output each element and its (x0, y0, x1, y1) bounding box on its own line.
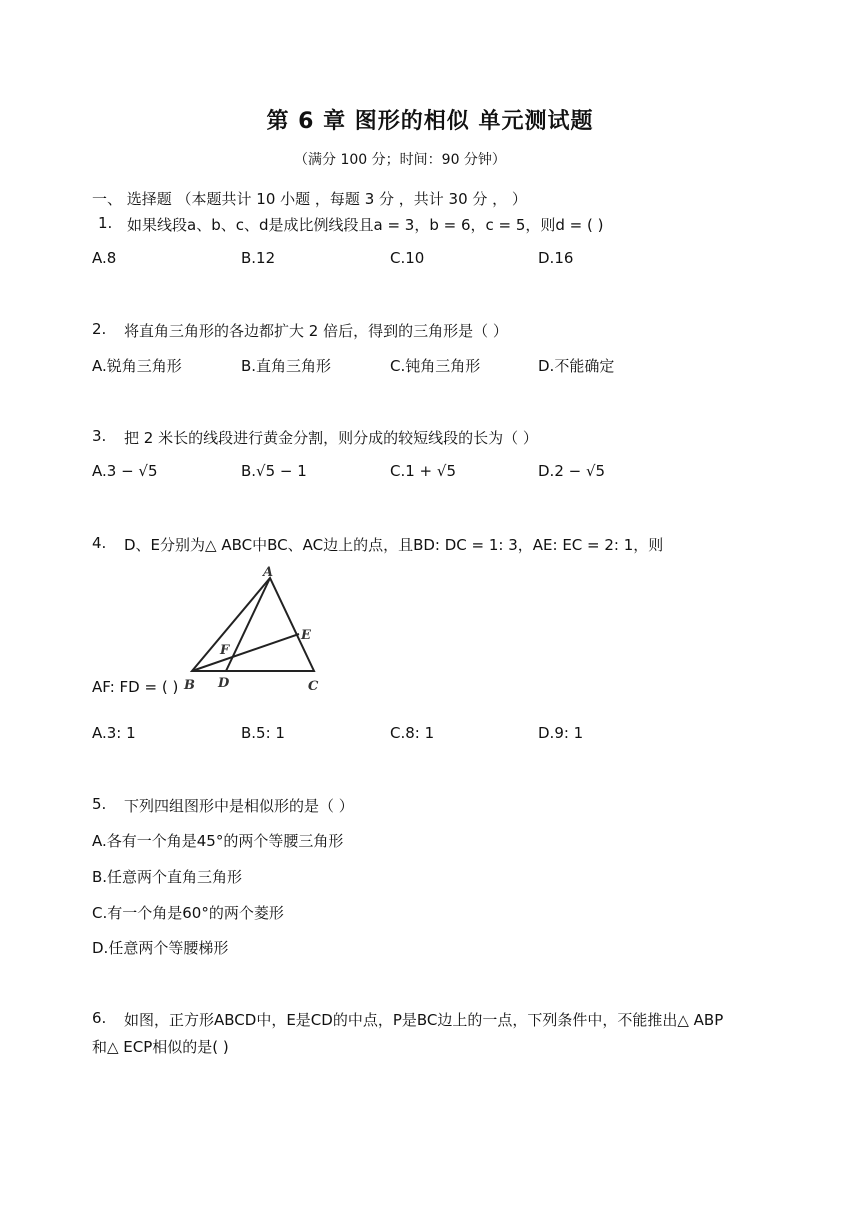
label-d: D (218, 676, 230, 691)
question-4-option-c: C.8: 1 (390, 724, 435, 742)
question-6-stem-line2: 和△ ECP相似的是( ) (92, 1038, 229, 1056)
triangle-figure (180, 563, 330, 698)
question-5-option-d: D.任意两个等腰梯形 (92, 939, 229, 957)
question-5-option-c: C.有一个角是60°的两个菱形 (92, 904, 284, 922)
question-3-stem: 把 2 米长的线段进行黄金分割，则分成的较短线段的长为（ ） (124, 429, 538, 447)
question-2-option-a: A.锐角三角形 (92, 357, 182, 375)
question-1-option-a: A.8 (92, 249, 117, 267)
question-2-number: 2. (92, 320, 107, 338)
label-e: E (301, 628, 311, 643)
question-4-stem: D、E分别为△ ABC中BC、AC边上的点，且BD: DC = 1: 3，AE: EC = 2: 1，则 (124, 536, 664, 554)
section-heading: 一、 选择题 （本题共计 10 小题 ，每题 3 分 ，共计 30 分 ， ） (92, 190, 527, 208)
label-a: A (263, 565, 274, 580)
question-6-number: 6. (92, 1009, 107, 1027)
question-4-option-a: A.3: 1 (92, 724, 136, 742)
question-1-number: 1. (98, 214, 113, 232)
question-2-option-d: D.不能确定 (538, 357, 615, 375)
question-1-option-c: C.10 (390, 249, 425, 267)
question-2-stem: 将直角三角形的各边都扩大 2 倍后，得到的三角形是（ ） (124, 322, 508, 340)
question-4-number: 4. (92, 534, 107, 552)
label-f: F (220, 643, 230, 658)
question-5-option-b: B.任意两个直角三角形 (92, 868, 243, 886)
question-2-option-b: B.直角三角形 (241, 357, 332, 375)
question-3-option-c: C.1 + √5 (390, 462, 456, 480)
label-b: B (184, 678, 195, 693)
question-5-number: 5. (92, 795, 107, 813)
page-title: 第 6 章 图形的相似 单元测试题 (266, 109, 594, 134)
page-subtitle: （满分 100 分；时间：90 分钟） (294, 152, 506, 168)
question-5-option-a: A.各有一个角是45°的两个等腰三角形 (92, 832, 344, 850)
question-4-stem-tail: AF: FD = ( ) (92, 678, 179, 696)
triangle-abc (192, 578, 314, 671)
question-1-stem: 如果线段a、b、c、d是成比例线段且a = 3，b = 6，c = 5，则d = ( ) (127, 216, 604, 234)
question-4-option-d: D.9: 1 (538, 724, 584, 742)
question-3-option-b: B.√5 − 1 (241, 462, 307, 480)
question-3-option-d: D.2 − √5 (538, 462, 606, 480)
question-3-number: 3. (92, 427, 107, 445)
question-6-stem: 如图，正方形ABCD中，E是CD的中点，P是BC边上的一点，下列条件中，不能推出△ ABP (124, 1011, 724, 1029)
question-1-option-b: B.12 (241, 249, 276, 267)
label-c: C (308, 679, 319, 694)
question-1-option-d: D.16 (538, 249, 574, 267)
question-2-option-c: C.钝角三角形 (390, 357, 481, 375)
question-5-stem: 下列四组图形中是相似形的是（ ） (124, 797, 354, 815)
question-4-option-b: B.5: 1 (241, 724, 285, 742)
question-3-option-a: A.3 − √5 (92, 462, 158, 480)
